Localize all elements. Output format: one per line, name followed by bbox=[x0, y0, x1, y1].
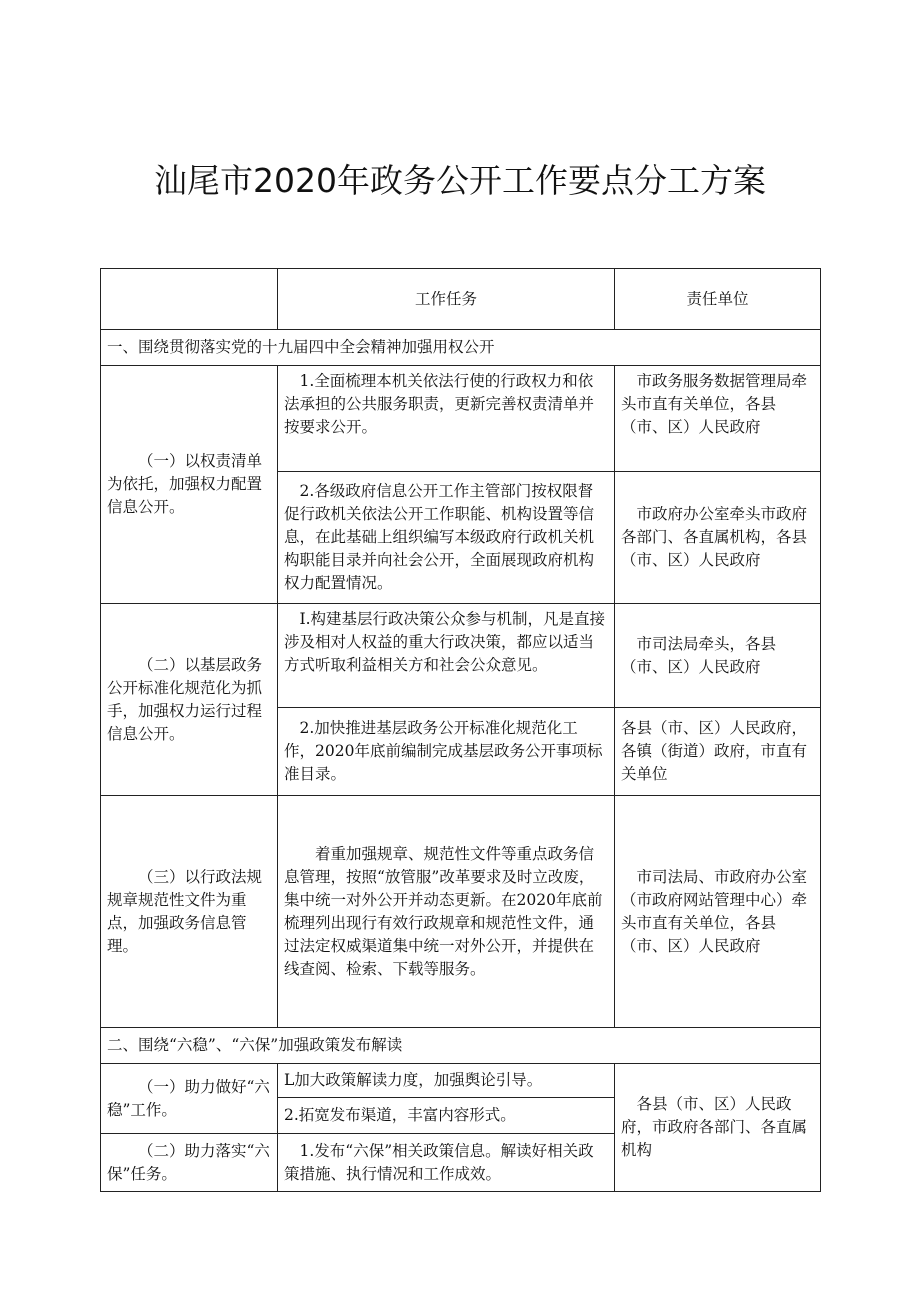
header-category bbox=[101, 269, 278, 330]
header-unit: 责任单位 bbox=[615, 269, 821, 330]
unit-cell: 各县（市、区）人民政府，各镇（街道）政府，市直有关单位 bbox=[615, 708, 821, 796]
category-cell: （一）以权责清单为依托，加强权力配置信息公开。 bbox=[101, 366, 278, 604]
table-row bbox=[101, 604, 821, 708]
unit-cell: 市政务服务数据管理局牵头市直有关单位，各县（市、区）人民政府 bbox=[615, 366, 821, 472]
task-cell: I.构建基层行政决策公众参与机制，凡是直接涉及相对人权益的重大行政决策，都应以适当方式听取利益相关方和社会公众意见。 bbox=[278, 604, 615, 708]
unit-cell: 市司法局、市政府办公室（市政府网站管理中心）牵头市直有关单位，各县（市、区）人民政府 bbox=[615, 796, 821, 1028]
table-row bbox=[101, 366, 821, 472]
table-row bbox=[101, 796, 821, 1028]
task-cell: L加大政策解读力度，加强舆论引导。 bbox=[278, 1064, 615, 1098]
task-cell: 2.拓宽发布渠道，丰富内容形式。 bbox=[278, 1098, 615, 1134]
section-heading: 一、围绕贯彻落实党的十九届四中全会精神加强用权公开 bbox=[101, 330, 821, 366]
category-cell: （二）以基层政务公开标准化规范化为抓手，加强权力运行过程信息公开。 bbox=[101, 604, 278, 796]
unit-cell: 市政府办公室牵头市政府各部门、各直属机构，各县（市、区）人民政府 bbox=[615, 472, 821, 604]
category-cell: （二）助力落实“六保”任务。 bbox=[101, 1134, 278, 1192]
category-cell: （一）助力做好“六稳”工作。 bbox=[101, 1064, 278, 1134]
task-cell: 1.发布“六保”相关政策信息。解读好相关政策措施、执行情况和工作成效。 bbox=[278, 1134, 615, 1192]
task-cell: 2.加快推进基层政务公开标准化规范化工作，2020年底前编制完成基层政务公开事项标准目录。 bbox=[278, 708, 615, 796]
header-task: 工作任务 bbox=[278, 269, 615, 330]
section-heading-row bbox=[101, 330, 821, 366]
category-cell: （三）以行政法规规章规范性文件为重点，加强政务信息管理。 bbox=[101, 796, 278, 1028]
document-title: 汕尾市2020年政务公开工作要点分工方案 bbox=[154, 161, 766, 200]
section-heading-row bbox=[101, 1028, 821, 1064]
unit-cell: 各县（市、区）人民政府，市政府各部门、各直属机构 bbox=[615, 1064, 821, 1192]
task-cell: 1.全面梳理本机关依法行使的行政权力和依法承担的公共服务职责，更新完善权责清单并按要求公开。 bbox=[278, 366, 615, 472]
section-heading: 二、围绕“六稳”、“六保”加强政策发布解读 bbox=[101, 1028, 821, 1064]
work-plan-table bbox=[100, 268, 821, 1192]
task-cell: 着重加强规章、规范性文件等重点政务信息管理，按照“放管服”改革要求及时立改废，集中统一对外公开并动态更新。在2020年底前梳理列出现行有效行政规章和规范性文件，通过法定权威渠道集中统一对外公开，并提供在线查阅、检索、下载等服务。 bbox=[278, 796, 615, 1028]
table-row bbox=[101, 1064, 821, 1098]
unit-cell: 市司法局牵头，各县（市、区）人民政府 bbox=[615, 604, 821, 708]
task-cell: 2.各级政府信息公开工作主管部门按权限督促行政机关依法公开工作职能、机构设置等信息，在此基础上组织编写本级政府行政机关机构职能目录并向社会公开，全面展现政府机构权力配置情况。 bbox=[278, 472, 615, 604]
table-header-row bbox=[101, 269, 821, 330]
